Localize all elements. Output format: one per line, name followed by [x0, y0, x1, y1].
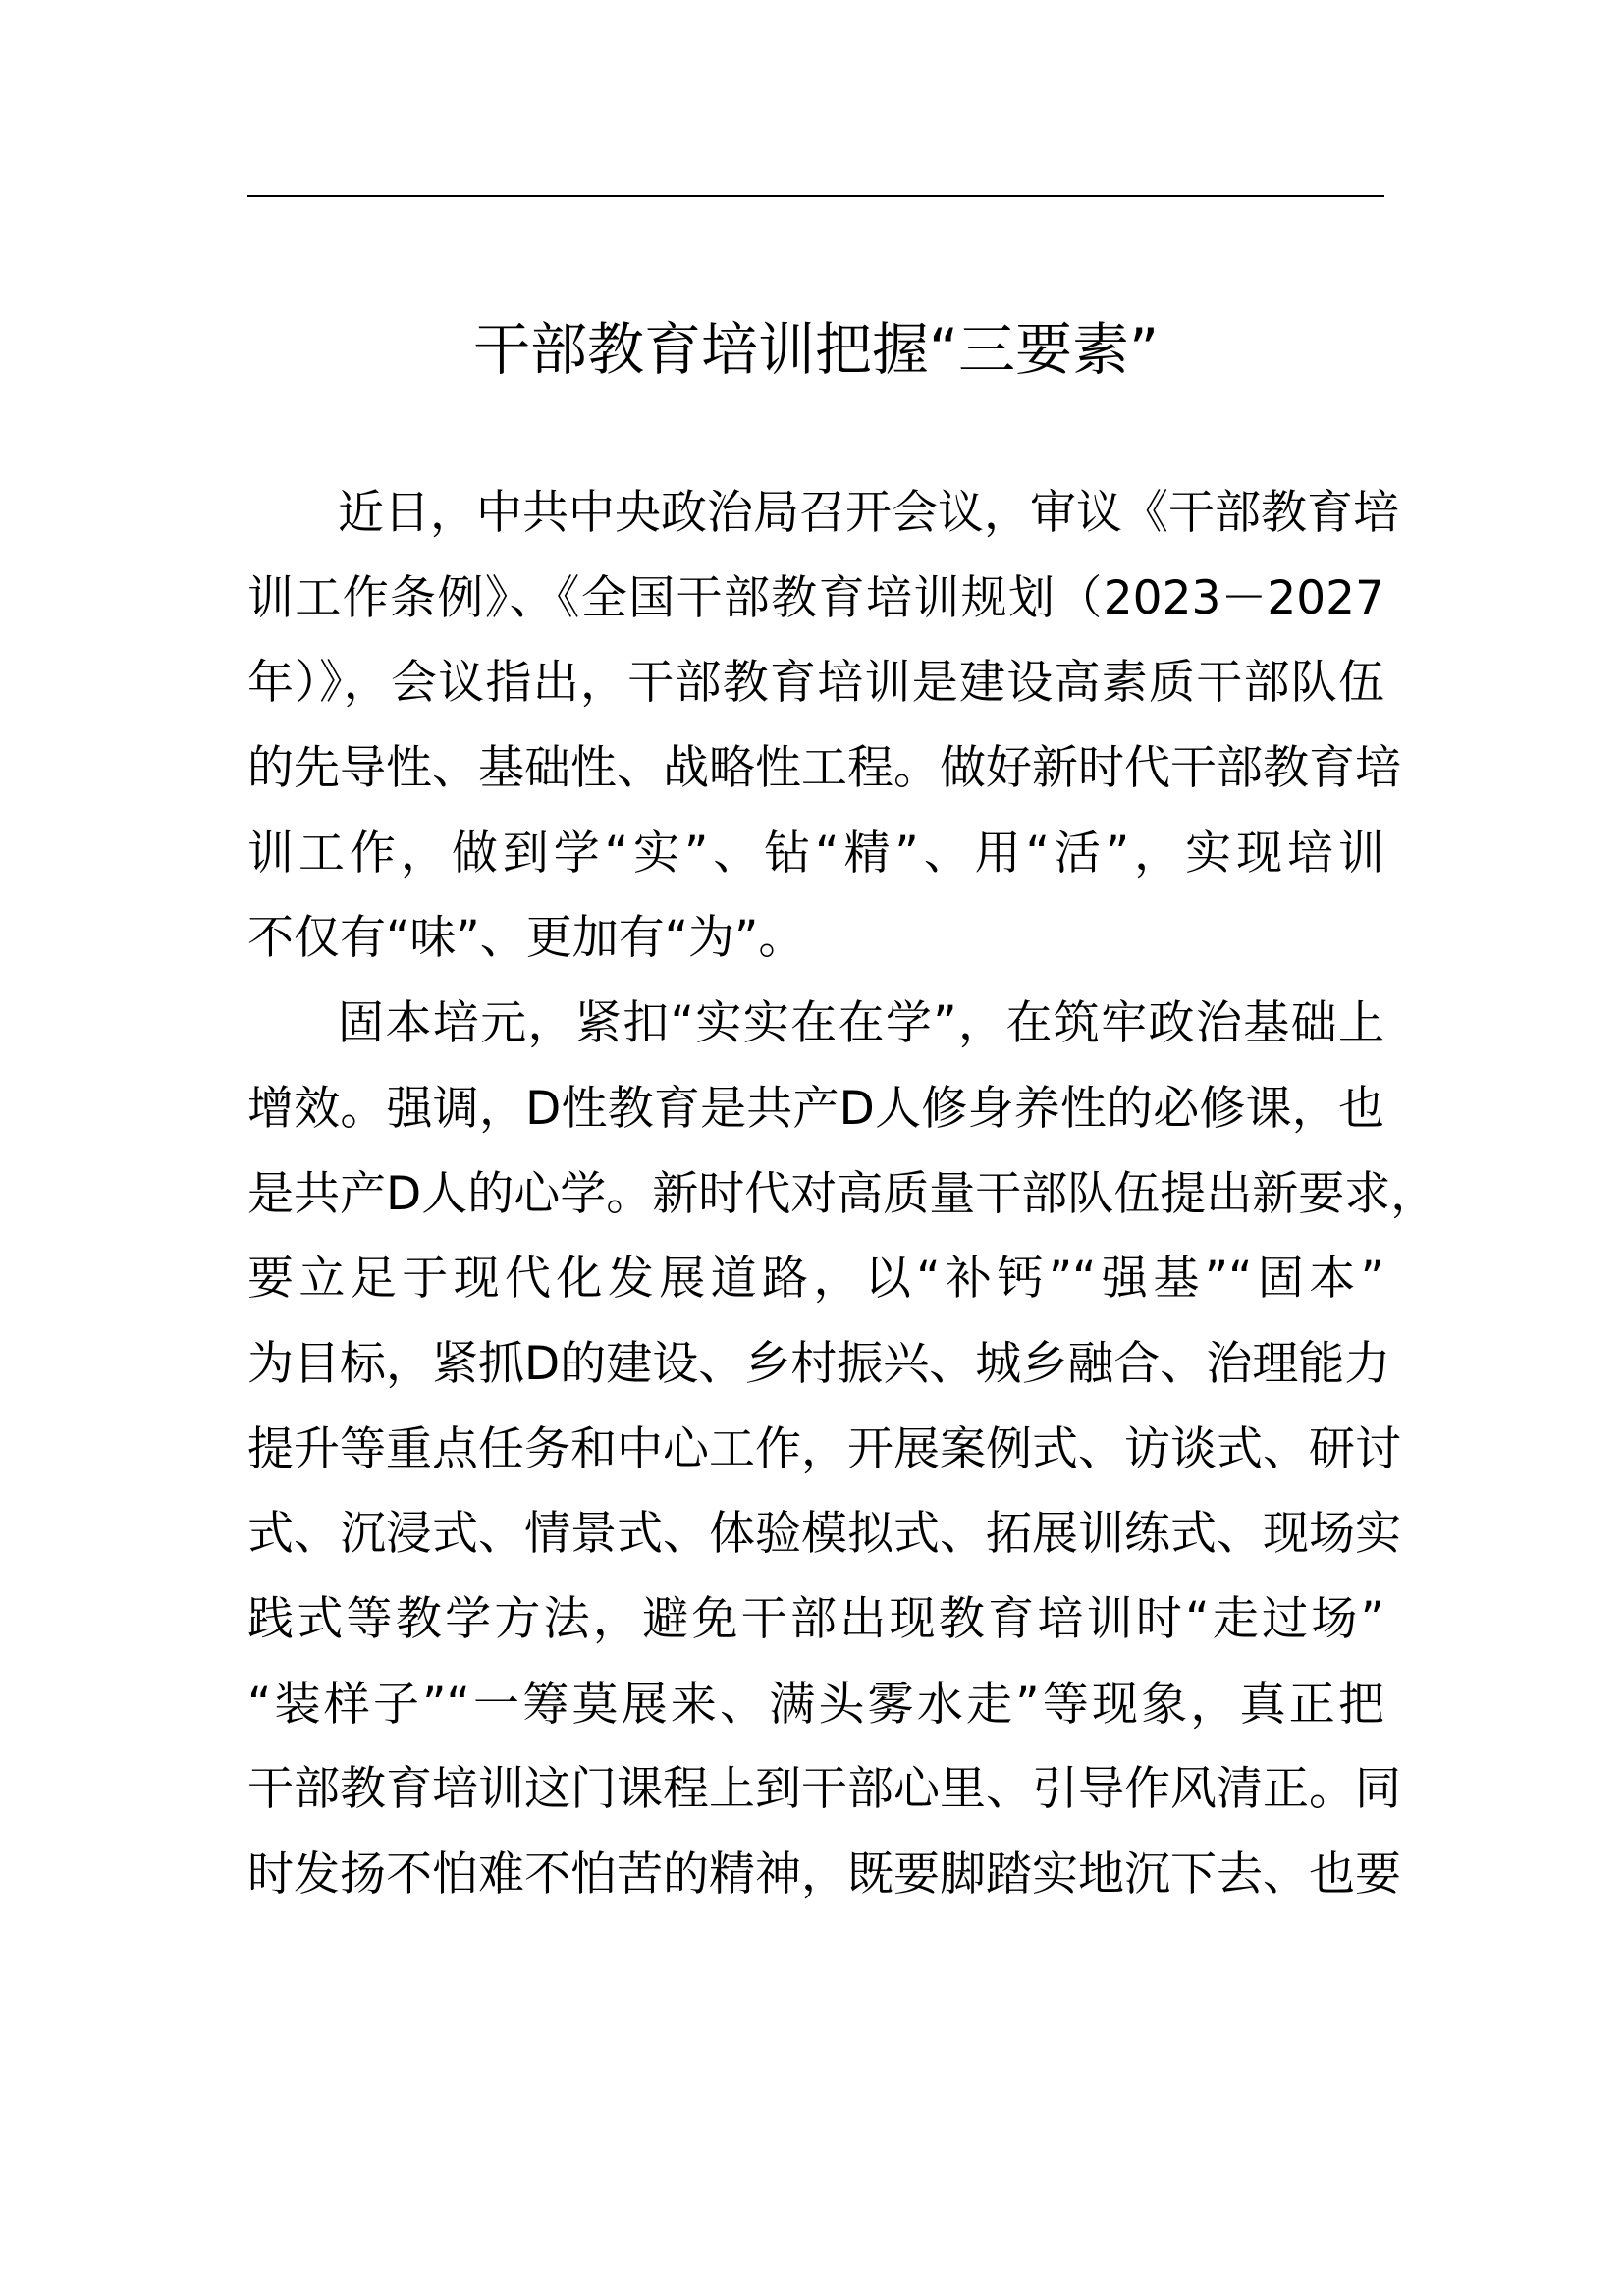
- paragraph-1: [247, 471, 1401, 982]
- text-line: 为目标，紧抓D的建设、乡村振兴、城乡融合、治理能力: [247, 1336, 1391, 1391]
- text-line: 的先导性、基础性、战略性工程。做好新时代干部教育培: [247, 741, 1401, 796]
- text-line: 增效。强调，D性教育是共产D人修身养性的必修课，也: [247, 1081, 1384, 1136]
- text-line: 不仅有“味”、更加有“为”。: [247, 911, 805, 966]
- text-line: “装样子”“一筹莫展来、满头雾水走”等现象，真正把: [247, 1677, 1384, 1732]
- text-line: 提升等重点任务和中心工作，开展案例式、访谈式、研讨: [247, 1421, 1401, 1476]
- text-line: 式、沉浸式、情景式、体验模拟式、拓展训练式、现场实: [247, 1507, 1401, 1562]
- document-body: [247, 471, 1437, 1918]
- text-line: 干部教育培训这门课程上到干部心里、引导作风清正。同: [247, 1762, 1401, 1817]
- paragraph-2: [247, 982, 1437, 1918]
- text-line: 践式等教学方法，避免干部出现教育培训时“走过场”: [247, 1591, 1384, 1646]
- text-line: 训工作，做到学“实”、钻“精”、用“活”，实现培训: [247, 826, 1384, 881]
- header-rule: [247, 195, 1384, 197]
- document-title: 干部教育培训把握“三要素”: [472, 316, 1160, 383]
- text-line: 固本培元，紧扣“实实在在学”，在筑牢政治基础上: [338, 996, 1384, 1051]
- text-line: 训工作条例》、《全国干部教育培训规划（2023－2027: [247, 570, 1384, 625]
- text-line: 近日，中共中央政治局召开会议，审议《干部教育培: [338, 486, 1399, 540]
- text-line: 是共产D人的心学。新时代对高质量干部队伍提出新要求，: [247, 1166, 1437, 1221]
- text-line: 要立足于现代化发展道路，以“补钙”“强基”“固本”: [247, 1252, 1384, 1307]
- text-line: 年）》，会议指出，干部教育培训是建设高素质干部队伍: [247, 656, 1384, 711]
- text-line: 时发扬不怕难不怕苦的精神，既要脚踏实地沉下去、也要: [247, 1847, 1401, 1901]
